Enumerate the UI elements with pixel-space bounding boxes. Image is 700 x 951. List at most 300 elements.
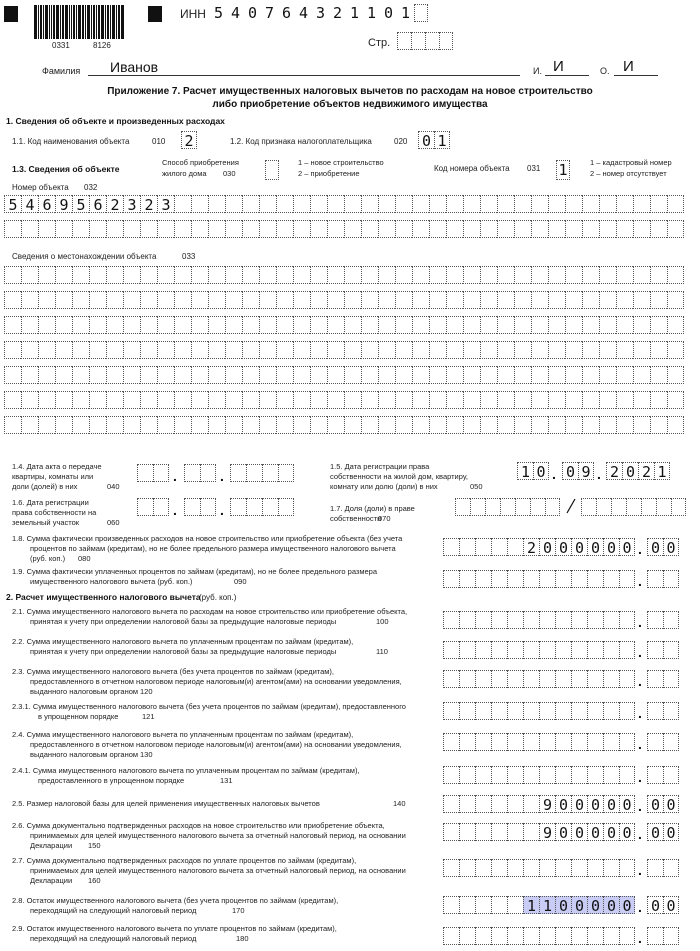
r231-kop-cell[interactable] xyxy=(647,702,663,720)
location-row-cell[interactable] xyxy=(565,416,582,434)
page-cell[interactable] xyxy=(411,32,425,50)
objnum-row-cell[interactable] xyxy=(497,220,514,238)
r231-rub-cell[interactable] xyxy=(587,702,603,720)
r23-rub-cell[interactable] xyxy=(507,670,523,688)
location-row-cell[interactable] xyxy=(89,316,106,334)
r28-rub-cell[interactable] xyxy=(507,896,523,914)
location-row-cell[interactable] xyxy=(361,291,378,309)
r29-rub-cell[interactable] xyxy=(491,927,507,945)
location-row-cell[interactable] xyxy=(310,316,327,334)
location-row-cell[interactable] xyxy=(667,316,684,334)
r21-rub-cell[interactable] xyxy=(459,611,475,629)
location-row-cell[interactable] xyxy=(140,391,157,409)
share-cell[interactable] xyxy=(545,498,560,516)
location-row-cell[interactable] xyxy=(89,366,106,384)
objnum-row-cell[interactable] xyxy=(582,195,599,213)
location-row-cell[interactable] xyxy=(310,266,327,284)
r26-rub-cell[interactable] xyxy=(507,823,523,841)
location-row-cell[interactable] xyxy=(599,291,616,309)
objnum-row-cell[interactable] xyxy=(310,220,327,238)
share-cell[interactable] xyxy=(530,498,545,516)
location-row-cell[interactable] xyxy=(55,266,72,284)
objnum-row-cell[interactable]: 3 xyxy=(157,195,174,213)
r28-rub-cell[interactable]: 0 xyxy=(555,896,571,914)
objnum-row-cell[interactable]: 2 xyxy=(106,195,123,213)
location-row-cell[interactable] xyxy=(616,366,633,384)
r24-rub-cell[interactable] xyxy=(491,733,507,751)
location-row-cell[interactable] xyxy=(344,266,361,284)
inn-digit[interactable]: 7 xyxy=(264,4,275,22)
r25-rub-cell[interactable] xyxy=(443,795,459,813)
r22-rub-cell[interactable] xyxy=(475,641,491,659)
objnum-row-cell[interactable] xyxy=(616,220,633,238)
objnum-row-cell[interactable] xyxy=(140,220,157,238)
f19-kop-cell[interactable] xyxy=(647,570,663,588)
r231-rub-cell[interactable] xyxy=(523,702,539,720)
f18-kop-cell[interactable]: 0 xyxy=(663,538,679,556)
objnum-row-cell[interactable] xyxy=(446,220,463,238)
r24-rub-cell[interactable] xyxy=(539,733,555,751)
objnum-row-cell[interactable] xyxy=(514,220,531,238)
r26-rub-cell[interactable]: 0 xyxy=(619,823,635,841)
objnum-row-cell[interactable] xyxy=(242,220,259,238)
objnum-row-cell[interactable] xyxy=(259,220,276,238)
location-row-cell[interactable] xyxy=(633,416,650,434)
location-row-cell[interactable] xyxy=(616,291,633,309)
r25-rub-cell[interactable]: 0 xyxy=(555,795,571,813)
r24-rub-cell[interactable] xyxy=(587,733,603,751)
location-row-cell[interactable] xyxy=(38,341,55,359)
r25-kop-cell[interactable]: 0 xyxy=(647,795,663,813)
location-row-cell[interactable] xyxy=(378,266,395,284)
objnum-row-cell[interactable] xyxy=(514,195,531,213)
f18-rub-cell[interactable]: 0 xyxy=(539,538,555,556)
r26-rub-cell[interactable] xyxy=(443,823,459,841)
r241-rub-cell[interactable] xyxy=(571,766,587,784)
r29-rub-cell[interactable] xyxy=(443,927,459,945)
location-row-cell[interactable] xyxy=(497,266,514,284)
objnum-row-cell[interactable] xyxy=(531,195,548,213)
location-row-cell[interactable] xyxy=(582,316,599,334)
location-row-cell[interactable] xyxy=(225,416,242,434)
location-row-cell[interactable] xyxy=(4,291,21,309)
location-row-cell[interactable] xyxy=(21,416,38,434)
location-row-cell[interactable] xyxy=(531,291,548,309)
location-row-cell[interactable] xyxy=(633,341,650,359)
location-row-cell[interactable] xyxy=(565,316,582,334)
r23-rub-cell[interactable] xyxy=(587,670,603,688)
location-row-cell[interactable] xyxy=(344,291,361,309)
r241-rub-cell[interactable] xyxy=(459,766,475,784)
location-row-cell[interactable] xyxy=(191,316,208,334)
r241-rub-cell[interactable] xyxy=(555,766,571,784)
objnum-row-cell[interactable] xyxy=(123,220,140,238)
location-row-cell[interactable] xyxy=(123,291,140,309)
location-row-cell[interactable] xyxy=(548,391,565,409)
location-row-cell[interactable] xyxy=(242,291,259,309)
location-row-cell[interactable] xyxy=(361,416,378,434)
r21-rub-cell[interactable] xyxy=(539,611,555,629)
location-row-cell[interactable] xyxy=(55,316,72,334)
r28-rub-cell[interactable]: 0 xyxy=(619,896,635,914)
f18-rub-cell[interactable] xyxy=(459,538,475,556)
r28-rub-cell[interactable] xyxy=(459,896,475,914)
r26-rub-cell[interactable] xyxy=(523,823,539,841)
r21-rub-cell[interactable] xyxy=(571,611,587,629)
r241-rub-cell[interactable] xyxy=(539,766,555,784)
f18-rub-cell[interactable]: 0 xyxy=(603,538,619,556)
r23-rub-cell[interactable] xyxy=(523,670,539,688)
r22-rub-cell[interactable] xyxy=(523,641,539,659)
location-row-cell[interactable] xyxy=(140,266,157,284)
location-row-cell[interactable] xyxy=(157,316,174,334)
f18-rub-cell[interactable] xyxy=(491,538,507,556)
objnum-row-cell[interactable] xyxy=(361,195,378,213)
location-row-cell[interactable] xyxy=(616,316,633,334)
r29-rub-cell[interactable] xyxy=(523,927,539,945)
location-row-cell[interactable] xyxy=(123,266,140,284)
location-row-cell[interactable] xyxy=(327,391,344,409)
f18-rub-cell[interactable] xyxy=(475,538,491,556)
r25-rub-cell[interactable] xyxy=(475,795,491,813)
r26-rub-cell[interactable] xyxy=(475,823,491,841)
share-cell[interactable] xyxy=(596,498,611,516)
f19-rub-cell[interactable] xyxy=(603,570,619,588)
location-row-cell[interactable] xyxy=(599,366,616,384)
objnum-row-cell[interactable] xyxy=(565,195,582,213)
objnum-row-cell[interactable] xyxy=(361,220,378,238)
r23-rub-cell[interactable] xyxy=(619,670,635,688)
location-row-cell[interactable] xyxy=(395,341,412,359)
location-row-cell[interactable] xyxy=(123,341,140,359)
r26-rub-cell[interactable]: 9 xyxy=(539,823,555,841)
location-row-cell[interactable] xyxy=(55,366,72,384)
page-cell[interactable] xyxy=(425,32,439,50)
location-row-cell[interactable] xyxy=(599,391,616,409)
location-row-cell[interactable] xyxy=(429,366,446,384)
location-row-cell[interactable] xyxy=(293,416,310,434)
location-row-cell[interactable] xyxy=(582,266,599,284)
location-row-cell[interactable] xyxy=(531,416,548,434)
inn-digit[interactable]: 5 xyxy=(213,4,224,22)
location-row-cell[interactable] xyxy=(38,416,55,434)
location-row-cell[interactable] xyxy=(378,391,395,409)
location-row-cell[interactable] xyxy=(344,391,361,409)
r231-rub-cell[interactable] xyxy=(507,702,523,720)
f15-year-digit[interactable]: 1 xyxy=(654,462,670,480)
r231-kop-cell[interactable] xyxy=(663,702,679,720)
r26-rub-cell[interactable]: 0 xyxy=(603,823,619,841)
objnum-row-cell[interactable]: 5 xyxy=(4,195,21,213)
location-row-cell[interactable] xyxy=(480,291,497,309)
objnum-row-cell[interactable] xyxy=(38,220,55,238)
r24-rub-cell[interactable] xyxy=(603,733,619,751)
r26-rub-cell[interactable] xyxy=(459,823,475,841)
date-cell[interactable] xyxy=(262,464,278,482)
objnum-row-cell[interactable]: 4 xyxy=(21,195,38,213)
location-row-cell[interactable] xyxy=(106,416,123,434)
location-row-cell[interactable] xyxy=(21,391,38,409)
objnum-row-cell[interactable]: 3 xyxy=(123,195,140,213)
r27-rub-cell[interactable] xyxy=(491,859,507,877)
objnum-row-cell[interactable] xyxy=(327,195,344,213)
date-cell[interactable] xyxy=(246,498,262,516)
location-row-cell[interactable] xyxy=(242,266,259,284)
r28-rub-cell[interactable]: 1 xyxy=(539,896,555,914)
location-row-cell[interactable] xyxy=(429,291,446,309)
r22-kop-cell[interactable] xyxy=(647,641,663,659)
objnum-row-cell[interactable] xyxy=(531,220,548,238)
share-cell[interactable] xyxy=(656,498,671,516)
location-row-cell[interactable] xyxy=(616,416,633,434)
location-row-cell[interactable] xyxy=(208,316,225,334)
location-row-cell[interactable] xyxy=(242,366,259,384)
location-row-cell[interactable] xyxy=(157,291,174,309)
location-row-cell[interactable] xyxy=(174,291,191,309)
location-row-cell[interactable] xyxy=(327,291,344,309)
f15-year-digit[interactable]: 0 xyxy=(622,462,638,480)
objnum-row-cell[interactable] xyxy=(446,195,463,213)
location-row-cell[interactable] xyxy=(582,391,599,409)
inn-digit[interactable]: 0 xyxy=(247,4,258,22)
location-row-cell[interactable] xyxy=(157,391,174,409)
location-row-cell[interactable] xyxy=(259,391,276,409)
objnum-row-cell[interactable] xyxy=(429,220,446,238)
location-row-cell[interactable] xyxy=(667,416,684,434)
location-row-cell[interactable] xyxy=(55,291,72,309)
r27-rub-cell[interactable] xyxy=(443,859,459,877)
location-row-cell[interactable] xyxy=(650,266,667,284)
objnum-code-value[interactable]: 1 xyxy=(556,160,570,180)
location-row-cell[interactable] xyxy=(123,316,140,334)
location-row-cell[interactable] xyxy=(106,316,123,334)
date-cell[interactable] xyxy=(153,498,169,516)
location-row-cell[interactable] xyxy=(412,316,429,334)
r22-rub-cell[interactable] xyxy=(459,641,475,659)
location-row-cell[interactable] xyxy=(429,341,446,359)
location-row-cell[interactable] xyxy=(140,416,157,434)
location-row-cell[interactable] xyxy=(327,416,344,434)
location-row-cell[interactable] xyxy=(429,416,446,434)
r22-rub-cell[interactable] xyxy=(571,641,587,659)
r24-rub-cell[interactable] xyxy=(619,733,635,751)
r27-rub-cell[interactable] xyxy=(571,859,587,877)
f18-rub-cell[interactable]: 0 xyxy=(587,538,603,556)
objnum-row-cell[interactable] xyxy=(463,220,480,238)
location-row-cell[interactable] xyxy=(463,291,480,309)
r25-rub-cell[interactable] xyxy=(459,795,475,813)
objnum-row-cell[interactable] xyxy=(650,195,667,213)
location-row-cell[interactable] xyxy=(463,366,480,384)
location-row-cell[interactable] xyxy=(429,266,446,284)
r21-rub-cell[interactable] xyxy=(443,611,459,629)
r25-kop-cell[interactable]: 0 xyxy=(663,795,679,813)
r24-rub-cell[interactable] xyxy=(459,733,475,751)
r24-kop-cell[interactable] xyxy=(663,733,679,751)
r21-rub-cell[interactable] xyxy=(523,611,539,629)
r29-rub-cell[interactable] xyxy=(539,927,555,945)
r241-rub-cell[interactable] xyxy=(491,766,507,784)
objnum-row-cell[interactable]: 5 xyxy=(72,195,89,213)
r25-rub-cell[interactable]: 9 xyxy=(539,795,555,813)
r22-rub-cell[interactable] xyxy=(491,641,507,659)
location-row-cell[interactable] xyxy=(140,366,157,384)
r22-rub-cell[interactable] xyxy=(539,641,555,659)
location-row-cell[interactable] xyxy=(259,316,276,334)
location-row-cell[interactable] xyxy=(191,366,208,384)
r231-rub-cell[interactable] xyxy=(603,702,619,720)
f15-year-digit[interactable]: 2 xyxy=(606,462,622,480)
location-row-cell[interactable] xyxy=(327,366,344,384)
objnum-row-cell[interactable] xyxy=(174,220,191,238)
share-cell[interactable] xyxy=(500,498,515,516)
location-row-cell[interactable] xyxy=(72,291,89,309)
f19-rub-cell[interactable] xyxy=(571,570,587,588)
r24-rub-cell[interactable] xyxy=(555,733,571,751)
r26-rub-cell[interactable]: 0 xyxy=(555,823,571,841)
location-row-cell[interactable] xyxy=(259,366,276,384)
location-row-cell[interactable] xyxy=(480,366,497,384)
objnum-row-cell[interactable] xyxy=(208,195,225,213)
r27-rub-cell[interactable] xyxy=(523,859,539,877)
f19-rub-cell[interactable] xyxy=(587,570,603,588)
location-row-cell[interactable] xyxy=(55,416,72,434)
r23-rub-cell[interactable] xyxy=(443,670,459,688)
location-row-cell[interactable] xyxy=(463,266,480,284)
f18-rub-cell[interactable]: 0 xyxy=(555,538,571,556)
surname-value[interactable]: Иванов xyxy=(110,59,159,75)
share-cell[interactable] xyxy=(581,498,596,516)
r25-rub-cell[interactable]: 0 xyxy=(619,795,635,813)
r28-rub-cell[interactable] xyxy=(475,896,491,914)
f19-rub-cell[interactable] xyxy=(459,570,475,588)
r23-kop-cell[interactable] xyxy=(647,670,663,688)
r23-rub-cell[interactable] xyxy=(603,670,619,688)
location-row-cell[interactable] xyxy=(429,391,446,409)
r27-rub-cell[interactable] xyxy=(555,859,571,877)
r241-rub-cell[interactable] xyxy=(475,766,491,784)
f18-rub-cell[interactable]: 2 xyxy=(523,538,539,556)
location-row-cell[interactable] xyxy=(38,266,55,284)
location-row-cell[interactable] xyxy=(633,266,650,284)
location-row-cell[interactable] xyxy=(514,266,531,284)
location-row-cell[interactable] xyxy=(412,291,429,309)
f19-rub-cell[interactable] xyxy=(539,570,555,588)
location-row-cell[interactable] xyxy=(140,316,157,334)
location-row-cell[interactable] xyxy=(599,266,616,284)
location-row-cell[interactable] xyxy=(293,341,310,359)
location-row-cell[interactable] xyxy=(514,416,531,434)
date-cell[interactable] xyxy=(200,498,216,516)
location-row-cell[interactable] xyxy=(276,366,293,384)
r26-kop-cell[interactable]: 0 xyxy=(663,823,679,841)
location-row-cell[interactable] xyxy=(191,391,208,409)
location-row-cell[interactable] xyxy=(89,341,106,359)
objnum-row-cell[interactable] xyxy=(378,195,395,213)
location-row-cell[interactable] xyxy=(174,341,191,359)
share-cell[interactable] xyxy=(671,498,686,516)
location-row-cell[interactable] xyxy=(89,291,106,309)
location-row-cell[interactable] xyxy=(497,366,514,384)
f15-month-digit[interactable]: 0 xyxy=(562,462,578,480)
share-cell[interactable] xyxy=(485,498,500,516)
location-row-cell[interactable] xyxy=(361,391,378,409)
location-row-cell[interactable] xyxy=(633,316,650,334)
objnum-row-cell[interactable]: 2 xyxy=(140,195,157,213)
objnum-row-cell[interactable] xyxy=(667,195,684,213)
location-row-cell[interactable] xyxy=(310,366,327,384)
objnum-row-cell[interactable] xyxy=(633,220,650,238)
location-row-cell[interactable] xyxy=(4,416,21,434)
r241-rub-cell[interactable] xyxy=(443,766,459,784)
location-row-cell[interactable] xyxy=(259,341,276,359)
objnum-row-cell[interactable] xyxy=(327,220,344,238)
f12-digit[interactable]: 0 xyxy=(418,131,434,149)
objnum-row-cell[interactable] xyxy=(599,195,616,213)
location-row-cell[interactable] xyxy=(446,416,463,434)
location-row-cell[interactable] xyxy=(599,316,616,334)
objnum-row-cell[interactable] xyxy=(599,220,616,238)
page-cell[interactable] xyxy=(439,32,453,50)
location-row-cell[interactable] xyxy=(123,391,140,409)
location-row-cell[interactable] xyxy=(106,341,123,359)
location-row-cell[interactable] xyxy=(72,366,89,384)
location-row-cell[interactable] xyxy=(259,266,276,284)
r241-rub-cell[interactable] xyxy=(603,766,619,784)
r28-rub-cell[interactable]: 0 xyxy=(571,896,587,914)
location-row-cell[interactable] xyxy=(582,366,599,384)
location-row-cell[interactable] xyxy=(361,366,378,384)
f15-year-digit[interactable]: 2 xyxy=(638,462,654,480)
location-row-cell[interactable] xyxy=(310,391,327,409)
r25-rub-cell[interactable] xyxy=(507,795,523,813)
inn-digit[interactable]: 6 xyxy=(281,4,292,22)
location-row-cell[interactable] xyxy=(616,266,633,284)
objnum-row-cell[interactable] xyxy=(293,195,310,213)
r28-rub-cell[interactable]: 1 xyxy=(523,896,539,914)
location-row-cell[interactable] xyxy=(463,391,480,409)
location-row-cell[interactable] xyxy=(157,416,174,434)
f15-day-digit[interactable]: 0 xyxy=(533,462,549,480)
r241-kop-cell[interactable] xyxy=(663,766,679,784)
objnum-row-cell[interactable] xyxy=(344,220,361,238)
r241-rub-cell[interactable] xyxy=(619,766,635,784)
objnum-row-cell[interactable]: 6 xyxy=(38,195,55,213)
location-row-cell[interactable] xyxy=(225,291,242,309)
objnum-row-cell[interactable] xyxy=(344,195,361,213)
location-row-cell[interactable] xyxy=(650,391,667,409)
location-row-cell[interactable] xyxy=(293,316,310,334)
r27-rub-cell[interactable] xyxy=(603,859,619,877)
objnum-row-cell[interactable] xyxy=(259,195,276,213)
location-row-cell[interactable] xyxy=(531,391,548,409)
location-row-cell[interactable] xyxy=(106,366,123,384)
location-row-cell[interactable] xyxy=(89,266,106,284)
acq-value[interactable] xyxy=(265,160,279,180)
objnum-row-cell[interactable]: 6 xyxy=(89,195,106,213)
location-row-cell[interactable] xyxy=(242,341,259,359)
location-row-cell[interactable] xyxy=(21,366,38,384)
location-row-cell[interactable] xyxy=(412,416,429,434)
location-row-cell[interactable] xyxy=(650,416,667,434)
objnum-row-cell[interactable] xyxy=(412,195,429,213)
date-cell[interactable] xyxy=(246,464,262,482)
r241-rub-cell[interactable] xyxy=(587,766,603,784)
location-row-cell[interactable] xyxy=(531,316,548,334)
r21-rub-cell[interactable] xyxy=(491,611,507,629)
location-row-cell[interactable] xyxy=(667,291,684,309)
location-row-cell[interactable] xyxy=(293,291,310,309)
